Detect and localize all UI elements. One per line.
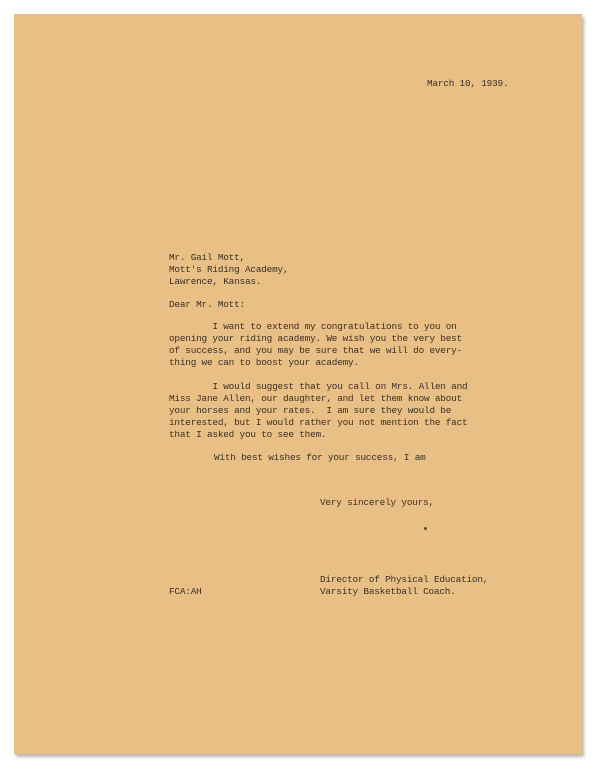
signer-title: Varsity Basketball Coach. bbox=[320, 586, 456, 597]
signer-title: Director of Physical Education, bbox=[320, 574, 489, 585]
recipient-name: Mr. Gail Mott, bbox=[169, 252, 245, 263]
paragraph-1-line: opening your riding academy. We wish you the very best bbox=[169, 333, 462, 344]
complimentary-close: Very sincerely yours, bbox=[320, 497, 434, 508]
paragraph-2-line: interested, but I would rather you not mention the fact bbox=[169, 417, 468, 428]
paragraph-2-line: that I asked you to see them. bbox=[169, 429, 327, 440]
salutation: Dear Mr. Mott: bbox=[169, 299, 245, 310]
recipient-city: Lawrence, Kansas. bbox=[169, 276, 262, 287]
paragraph-2-line: Miss Jane Allen, our daughter, and let them know about bbox=[169, 393, 462, 404]
paragraph-1-line: I want to extend my congratulations to you on bbox=[169, 321, 457, 332]
recipient-business: Mott's Riding Academy, bbox=[169, 264, 289, 275]
ink-speck bbox=[424, 527, 427, 530]
paragraph-1-line: of success, and you may be sure that we will do every- bbox=[169, 345, 462, 356]
letter-date: March 10, 1939. bbox=[427, 78, 509, 89]
reference-initials: FCA:AH bbox=[169, 586, 202, 597]
closing-sentence: With best wishes for your success, I am bbox=[214, 452, 426, 463]
paragraph-2-line: your horses and your rates. I am sure they would be bbox=[169, 405, 452, 416]
paragraph-1-line: thing we can to boost your academy. bbox=[169, 357, 359, 368]
letter-page bbox=[14, 14, 582, 754]
paragraph-2-line: I would suggest that you call on Mrs. Allen and bbox=[169, 381, 468, 392]
